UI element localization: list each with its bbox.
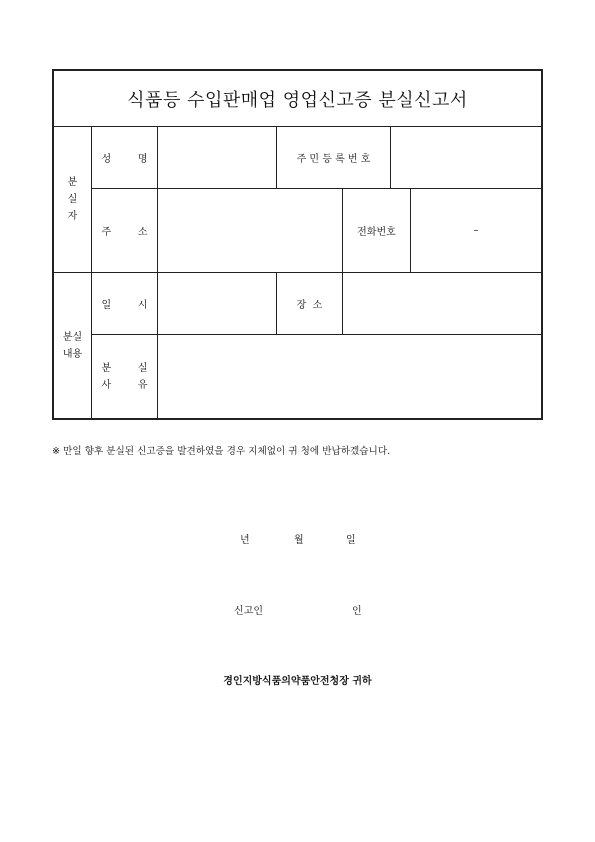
address-label-char-1: 주 [101,227,112,238]
name-label-char-1: 성 [101,154,112,165]
phone-input[interactable]: – [473,225,479,236]
date-month-label: 월 [294,535,304,546]
name-input[interactable] [158,127,276,188]
datetime-label-char-1: 일 [101,300,112,311]
date-day-label: 일 [346,535,356,546]
resident-number-label: 주 민 등 록 번 호 [296,154,371,165]
loss-group-label [54,273,91,418]
datetime-label-char-2: 시 [137,300,148,311]
applicant-group-char-2: 실 [67,194,78,205]
reason-label-char-3: 사 [101,379,112,391]
resident-number-input[interactable] [391,127,541,188]
applicant-group-char-3: 자 [67,211,78,222]
reason-label [92,335,157,418]
loss-group-line-2: 내용 [62,348,83,360]
addressee: 경인지방식품의약품안전청장 귀하 [223,676,372,687]
reason-label-char-2: 실 [137,362,148,374]
reporter-label: 신고인 [234,606,263,617]
place-input[interactable] [343,273,541,334]
name-label-char-2: 명 [137,154,148,165]
form-title: 식품등 수입판매업 영업신고증 분실신고서 [127,89,468,111]
loss-group-line-1: 분실 [62,331,83,343]
applicant-group-char-1: 분 [67,177,78,188]
reason-input[interactable] [158,335,541,418]
applicant-group-label [54,127,91,272]
reporter-seal: 인 [352,606,362,617]
name-label [92,127,157,188]
phone-label: 전화번호 [357,227,396,238]
address-label-char-2: 소 [137,227,148,238]
address-input[interactable] [158,189,342,272]
form-border-bottom [52,418,543,420]
return-notice: ※ 만일 향후 분실된 신고증을 발견하였을 경우 지체없이 귀 청에 반납하겠습니다. [52,446,391,457]
place-label: 장 소 [296,300,323,311]
reason-label-char-1: 분 [101,362,112,374]
reason-label-char-4: 유 [137,379,148,391]
address-label [92,189,157,272]
datetime-input[interactable] [158,273,276,334]
date-year-label: 년 [240,535,250,546]
datetime-label [92,273,157,334]
